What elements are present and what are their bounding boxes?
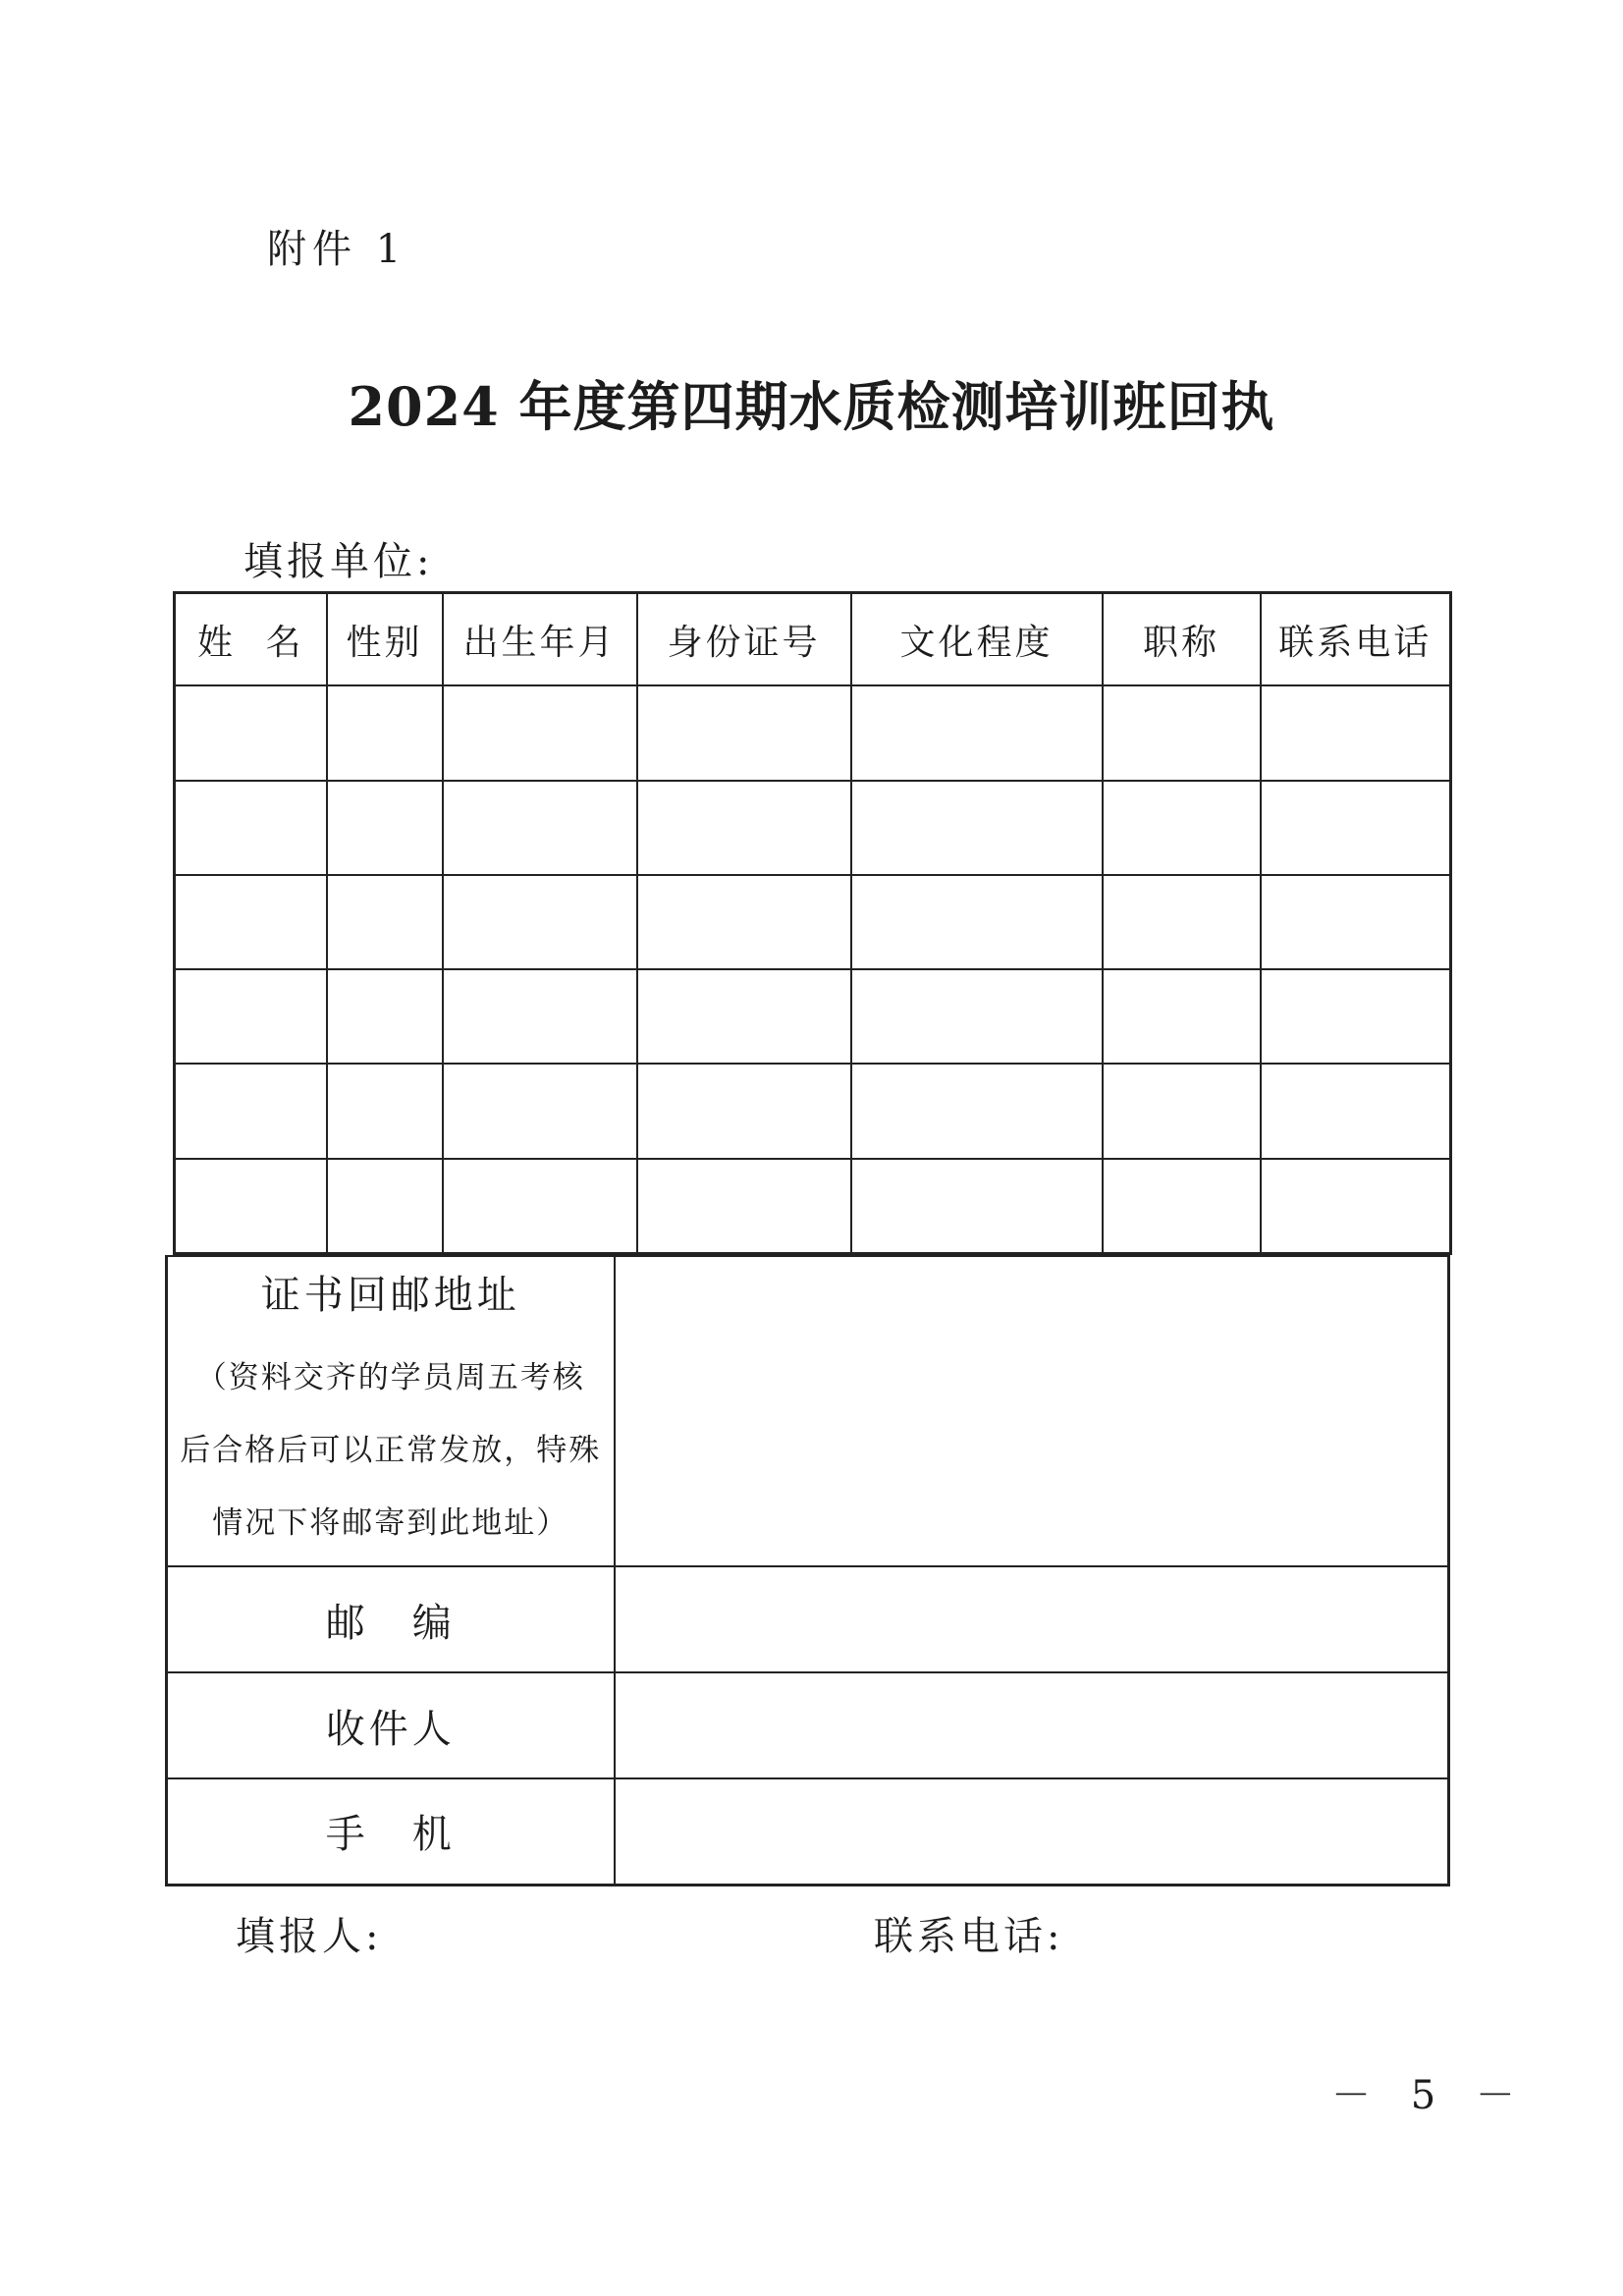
filler-label: 填报人: — [236, 1914, 383, 1959]
header-birth-date: 出生年月 — [443, 593, 637, 686]
contact-phone-label: 联系电话: — [874, 1914, 1064, 1959]
birth-date-cell[interactable] — [443, 685, 637, 780]
postcode-label-char-1: 邮 — [325, 1600, 369, 1646]
address-row — [167, 1256, 1449, 1566]
gender-cell[interactable] — [327, 1064, 443, 1158]
postcode-input-cell[interactable] — [615, 1566, 1449, 1672]
name-cell[interactable] — [175, 781, 327, 875]
id-number-cell[interactable] — [637, 875, 851, 969]
education-cell[interactable] — [851, 875, 1103, 969]
table-row — [175, 1064, 1451, 1158]
postcode-row — [167, 1566, 1449, 1672]
table-row — [175, 875, 1451, 969]
mobile-label — [167, 1778, 615, 1885]
postcode-label — [167, 1566, 615, 1672]
gender-cell[interactable] — [327, 685, 443, 780]
address-note-line-1: （资料交齐的学员周五考核 — [195, 1359, 585, 1395]
recipient-row — [167, 1672, 1449, 1778]
header-job-title: 职称 — [1103, 593, 1261, 686]
education-cell[interactable] — [851, 1064, 1103, 1158]
birth-date-cell[interactable] — [443, 1064, 637, 1158]
header-name-char-1: 姓 — [197, 622, 237, 663]
mobile-label-char-1: 手 — [325, 1812, 369, 1858]
mobile-input-cell[interactable] — [615, 1778, 1449, 1885]
job-title-cell[interactable] — [1103, 969, 1261, 1064]
header-name-char-2: 名 — [265, 622, 304, 663]
name-cell[interactable] — [175, 685, 327, 780]
phone-cell[interactable] — [1261, 1064, 1451, 1158]
id-number-cell[interactable] — [637, 969, 851, 1064]
education-cell[interactable] — [851, 1159, 1103, 1254]
page-number: － 5 － — [1331, 2073, 1529, 2118]
id-number-cell[interactable] — [637, 1159, 851, 1254]
job-title-cell[interactable] — [1103, 1064, 1261, 1158]
attachment-label: 附件 1 — [267, 227, 407, 272]
header-id-number: 身份证号 — [637, 593, 851, 686]
name-cell[interactable] — [175, 1064, 327, 1158]
postcode-label-char-2: 编 — [411, 1600, 456, 1646]
birth-date-cell[interactable] — [443, 1159, 637, 1254]
job-title-cell[interactable] — [1103, 781, 1261, 875]
id-number-cell[interactable] — [637, 685, 851, 780]
gender-cell[interactable] — [327, 781, 443, 875]
gender-cell[interactable] — [327, 875, 443, 969]
mobile-label-char-2: 机 — [411, 1812, 456, 1858]
mobile-row — [167, 1778, 1449, 1885]
table-row — [175, 781, 1451, 875]
job-title-cell[interactable] — [1103, 685, 1261, 780]
header-education: 文化程度 — [851, 593, 1103, 686]
recipient-input-cell[interactable] — [615, 1672, 1449, 1778]
table-header-row — [175, 593, 1451, 686]
header-name — [175, 593, 327, 686]
address-note-line-2: 后合格后可以正常发放，特殊 — [180, 1432, 602, 1468]
id-number-cell[interactable] — [637, 781, 851, 875]
gender-cell[interactable] — [327, 1159, 443, 1254]
phone-cell[interactable] — [1261, 1159, 1451, 1254]
education-cell[interactable] — [851, 969, 1103, 1064]
table-row — [175, 1159, 1451, 1254]
participant-table — [173, 591, 1452, 1255]
address-label-cell — [167, 1256, 615, 1566]
address-input-cell[interactable] — [615, 1256, 1449, 1566]
reporting-unit-label: 填报单位: — [243, 539, 434, 584]
document-title: 2024 年度第四期水质检测培训班回执 — [348, 375, 1275, 438]
header-gender: 性别 — [327, 593, 443, 686]
birth-date-cell[interactable] — [443, 875, 637, 969]
address-label: 证书回邮地址 — [260, 1272, 520, 1318]
gender-cell[interactable] — [327, 969, 443, 1064]
name-cell[interactable] — [175, 969, 327, 1064]
name-cell[interactable] — [175, 1159, 327, 1254]
header-phone: 联系电话 — [1261, 593, 1451, 686]
address-note-line-3: 情况下将邮寄到此地址） — [212, 1504, 569, 1541]
phone-cell[interactable] — [1261, 875, 1451, 969]
id-number-cell[interactable] — [637, 1064, 851, 1158]
job-title-cell[interactable] — [1103, 1159, 1261, 1254]
phone-cell[interactable] — [1261, 969, 1451, 1064]
name-cell[interactable] — [175, 875, 327, 969]
mailing-info-table — [165, 1255, 1450, 1886]
birth-date-cell[interactable] — [443, 969, 637, 1064]
phone-cell[interactable] — [1261, 781, 1451, 875]
phone-cell[interactable] — [1261, 685, 1451, 780]
table-row — [175, 685, 1451, 780]
job-title-cell[interactable] — [1103, 875, 1261, 969]
education-cell[interactable] — [851, 781, 1103, 875]
education-cell[interactable] — [851, 685, 1103, 780]
recipient-label: 收件人 — [167, 1672, 615, 1778]
table-row — [175, 969, 1451, 1064]
birth-date-cell[interactable] — [443, 781, 637, 875]
